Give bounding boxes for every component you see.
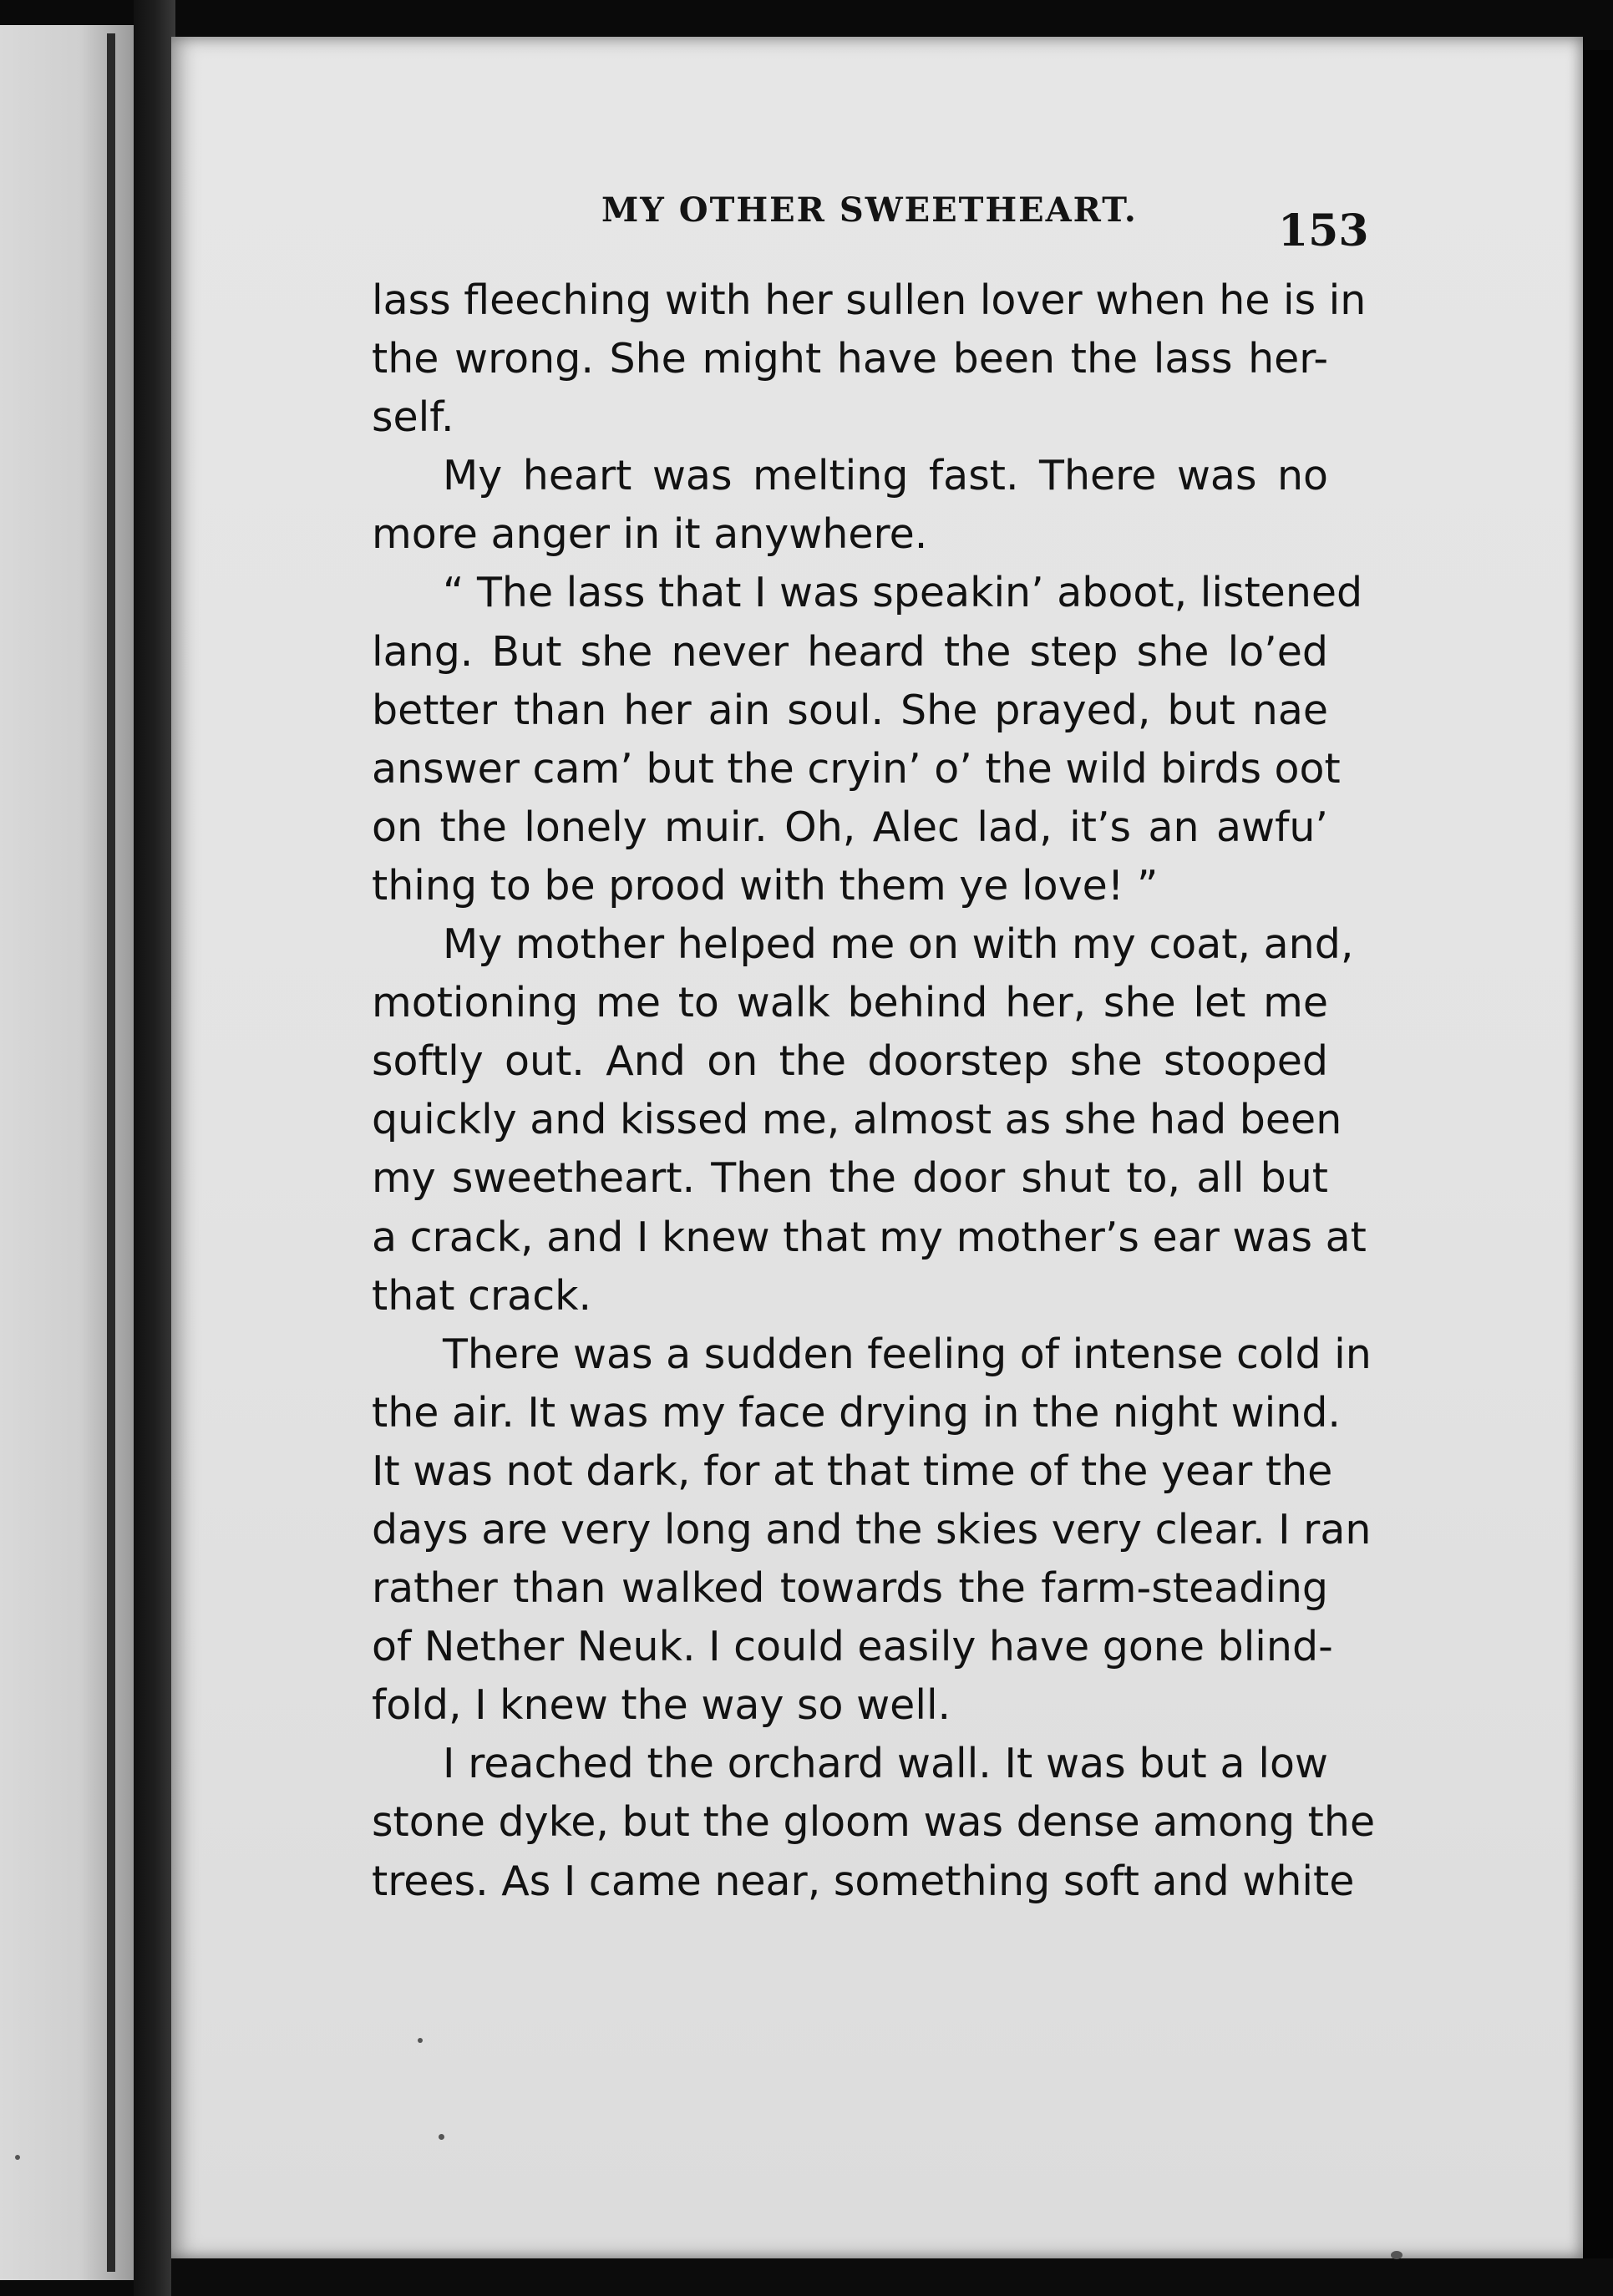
- body-text: [372, 271, 1376, 1911]
- text-line: “ The lass that I was speakin’ aboot, listened: [443, 569, 1363, 617]
- text-line: better than her ain soul. She prayed, but nae: [372, 686, 1328, 734]
- text-line: trees. As I came near, something soft and white: [372, 1857, 1355, 1905]
- scan-speck: [439, 2134, 444, 2140]
- running-head: MY OTHER SWEETHEART.: [601, 190, 1138, 230]
- facing-page-border: [107, 33, 115, 2272]
- text-line: softly out. And on the doorstep she stooped: [372, 1037, 1328, 1086]
- page-bottom-margin-shadow: [171, 2258, 1613, 2296]
- scan-speck: [15, 2155, 20, 2160]
- text-line: It was not dark, for at that time of the year the: [372, 1447, 1333, 1495]
- text-line: my sweetheart. Then the door shut to, all but: [372, 1154, 1328, 1203]
- text-line: motioning me to walk behind her, she let me: [372, 979, 1328, 1027]
- text-line: I reached the orchard wall. It was but a low: [443, 1740, 1328, 1788]
- text-line: lass fleeching with her sullen lover when he is in: [372, 276, 1367, 324]
- text-line: stone dyke, but the gloom was dense among the: [372, 1798, 1376, 1847]
- scan-speck: [418, 2038, 423, 2043]
- book-gutter: [134, 0, 175, 2296]
- text-line: that crack.: [372, 1271, 592, 1320]
- page-number: 153: [1278, 205, 1369, 256]
- scan-speck: [1391, 2251, 1402, 2259]
- text-line: a crack, and I knew that my mother’s ear was at: [372, 1213, 1367, 1261]
- text-line: self.: [372, 393, 454, 442]
- text-line: There was a sudden feeling of intense cold in: [443, 1330, 1372, 1378]
- text-line: answer cam’ but the cryin’ o’ the wild birds oot: [372, 744, 1341, 793]
- text-line: days are very long and the skies very clear. I ran: [372, 1505, 1372, 1553]
- text-line: fold, I knew the way so well.: [372, 1681, 951, 1730]
- text-line: rather than walked towards the farm-steading: [372, 1564, 1328, 1613]
- text-line: on the lonely muir. Oh, Alec lad, it’s an awfu’: [372, 803, 1328, 851]
- text-line: My mother helped me on with my coat, and,: [443, 920, 1354, 969]
- text-line: My heart was melting fast. There was no: [443, 452, 1328, 500]
- text-line: of Nether Neuk. I could easily have gone blind-: [372, 1623, 1333, 1671]
- text-line: the air. It was my face drying in the night wind.: [372, 1388, 1341, 1437]
- text-line: thing to be prood with them ye love! ”: [372, 861, 1159, 910]
- text-line: quickly and kissed me, almost as she had been: [372, 1096, 1342, 1144]
- page-right-margin-shadow: [1583, 50, 1613, 2296]
- text-line: the wrong. She might have been the lass her-: [372, 335, 1328, 383]
- text-line: lang. But she never heard the step she lo’ed: [372, 627, 1328, 676]
- text-line: more anger in it anywhere.: [372, 510, 928, 559]
